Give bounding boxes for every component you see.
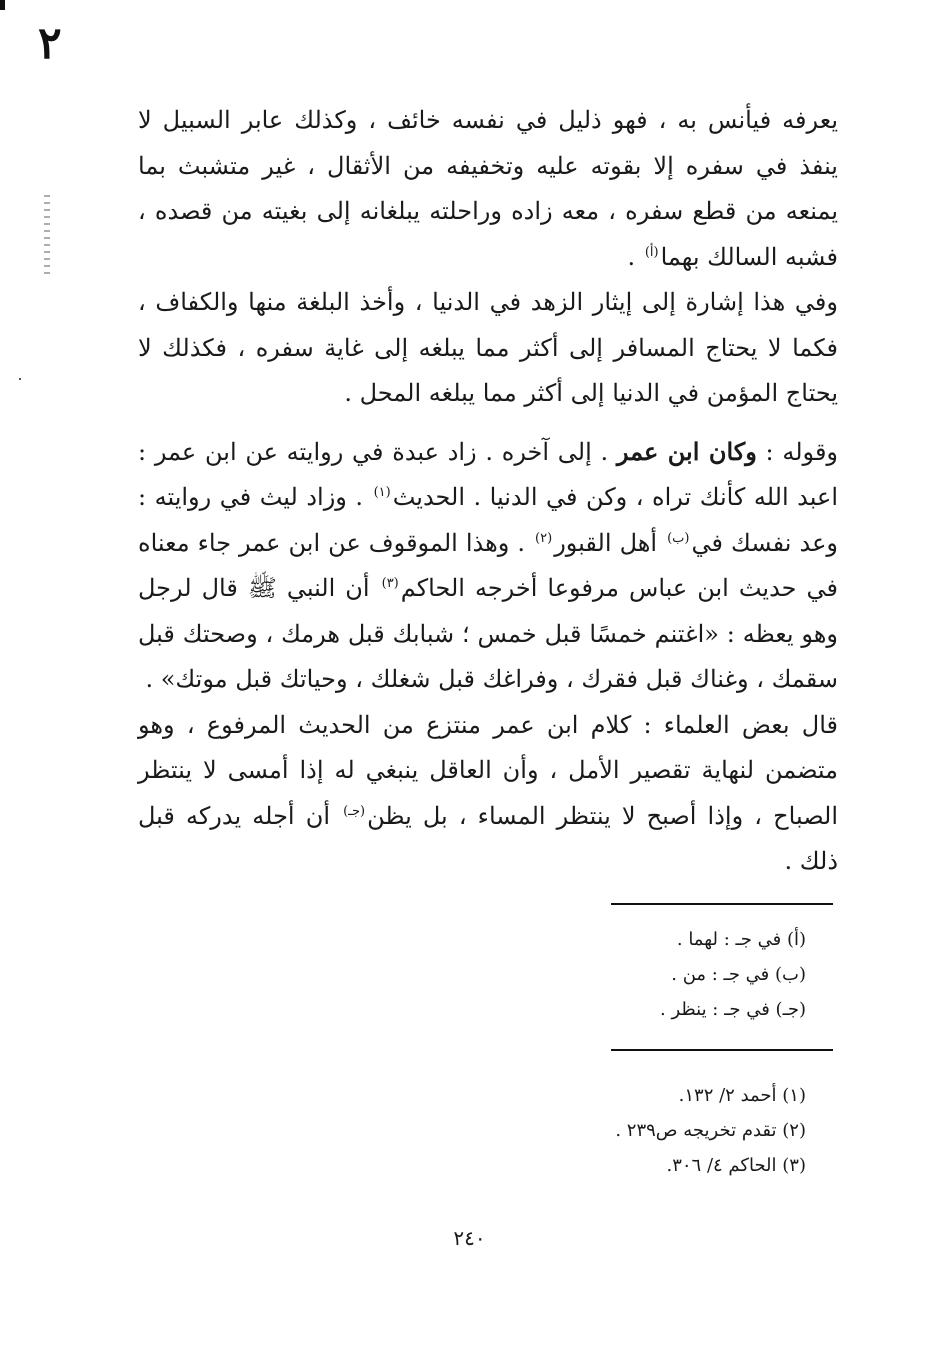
- paragraph-4: [138, 703, 838, 885]
- source-note: (٢) تقدم تخريجه ص٢٣٩ .: [615, 1120, 806, 1141]
- source-note: (١) أحمد ٢/ ١٣٢.: [678, 1085, 806, 1106]
- variant-notes: [246, 922, 806, 1027]
- paragraph-1: [138, 98, 838, 280]
- paragraph-1-text: يعرفه فيأنس به ، فهو ذليل في نفسه خائف ، وكذلك عابر السبيل لا ينفذ في سفره إلا بقوته عليه وتخفيفه من الأثقال ، غير متشبث بما يمنعه من قطع سفره ، معه زاده وراحلته يبلغانه إلى بغيته من قصده ، فشبه السالك بهما: [138, 106, 838, 271]
- footnote-ref-2: (٢): [535, 530, 553, 546]
- margin-scan-dot: [19, 378, 21, 380]
- paragraph-3-intro: وقوله :: [756, 437, 839, 466]
- paragraph-4-part-b: أن أجله يدركه قبل ذلك .: [138, 801, 838, 875]
- source-notes: [246, 1078, 806, 1183]
- main-text: [138, 98, 838, 885]
- paragraph-3-part-a: . إلى آخره . زاد عبدة في روايته عن ابن عمر : اعبد الله كأنك تراه ، وكن في الدنيا . الحديث: [138, 437, 838, 511]
- paragraph-4-part-a: قال بعض العلماء : كلام ابن عمر منتزع من الحديث المرفوع ، وهو متضمن لنهاية تقصير الأمل ، وأن العاقل ينبغي له إذا أمسى لا ينتظر الصباح ، وإذا أصبح لا ينتظر المساء ، بل يظن: [138, 710, 838, 830]
- footnote-ref-3: (٣): [381, 576, 399, 591]
- paragraph-2: وفي هذا إشارة إلى إيثار الزهد في الدنيا ، وأخذ البلغة منها والكفاف ، فكما لا يحتاج المسافر إلى أكثر مما يبلغه إلى غاية سفره ، فكذلك لا يحتاج المؤمن في الدنيا إلى أكثر مما يبلغه المحل .: [138, 288, 838, 407]
- variant-notes-divider: [611, 903, 833, 905]
- source-notes-divider: [611, 1049, 833, 1051]
- footnote-ref-jim: (جـ): [343, 803, 366, 819]
- paragraph-1-end: .: [627, 242, 643, 271]
- paragraph-3-part-d: . وهذا الموقوف عن ابن عمر جاء معناه في حديث ابن عباس مرفوعا أخرجه الحاكم: [138, 528, 839, 602]
- paragraph-3-part-c: أهل القبور: [554, 528, 666, 557]
- variant-note: (ب) في جـ : من .: [671, 964, 806, 985]
- scan-corner-mark: [0, 0, 5, 10]
- variant-note: (أ) في جـ : لهما .: [676, 929, 806, 950]
- handwritten-page-mark: ٢: [38, 18, 62, 69]
- footnote-ref-ba: (ب): [667, 530, 690, 546]
- page-number: ٢٤٠: [453, 1226, 486, 1250]
- source-note: (٣) الحاكم ٤/ ٣٠٦.: [666, 1155, 806, 1176]
- variant-note: (جـ) في جـ : ينظر .: [660, 999, 806, 1020]
- paragraph-3: [138, 429, 838, 703]
- footnote-ref-1: (١): [373, 485, 391, 500]
- paragraph-3-part-e: أن النبي ﷺ قال لرجل وهو يعظه : «اغتنم خمسًا قبل خمس ؛ شبابك قبل هرمك ، وصحتك قبل سقمك ، وغناك قبل فقرك ، وفراغك قبل شغلك ، وحياتك قبل موتك» .: [138, 574, 838, 693]
- margin-scan-artifact: [44, 195, 50, 275]
- paragraph-3-part-b: . وزاد ليث في روايته : وعد نفسك في: [138, 483, 839, 557]
- paragraph-3-bold-quote: وكان ابن عمر: [616, 436, 757, 466]
- footnote-ref-alif: (أ): [644, 244, 659, 260]
